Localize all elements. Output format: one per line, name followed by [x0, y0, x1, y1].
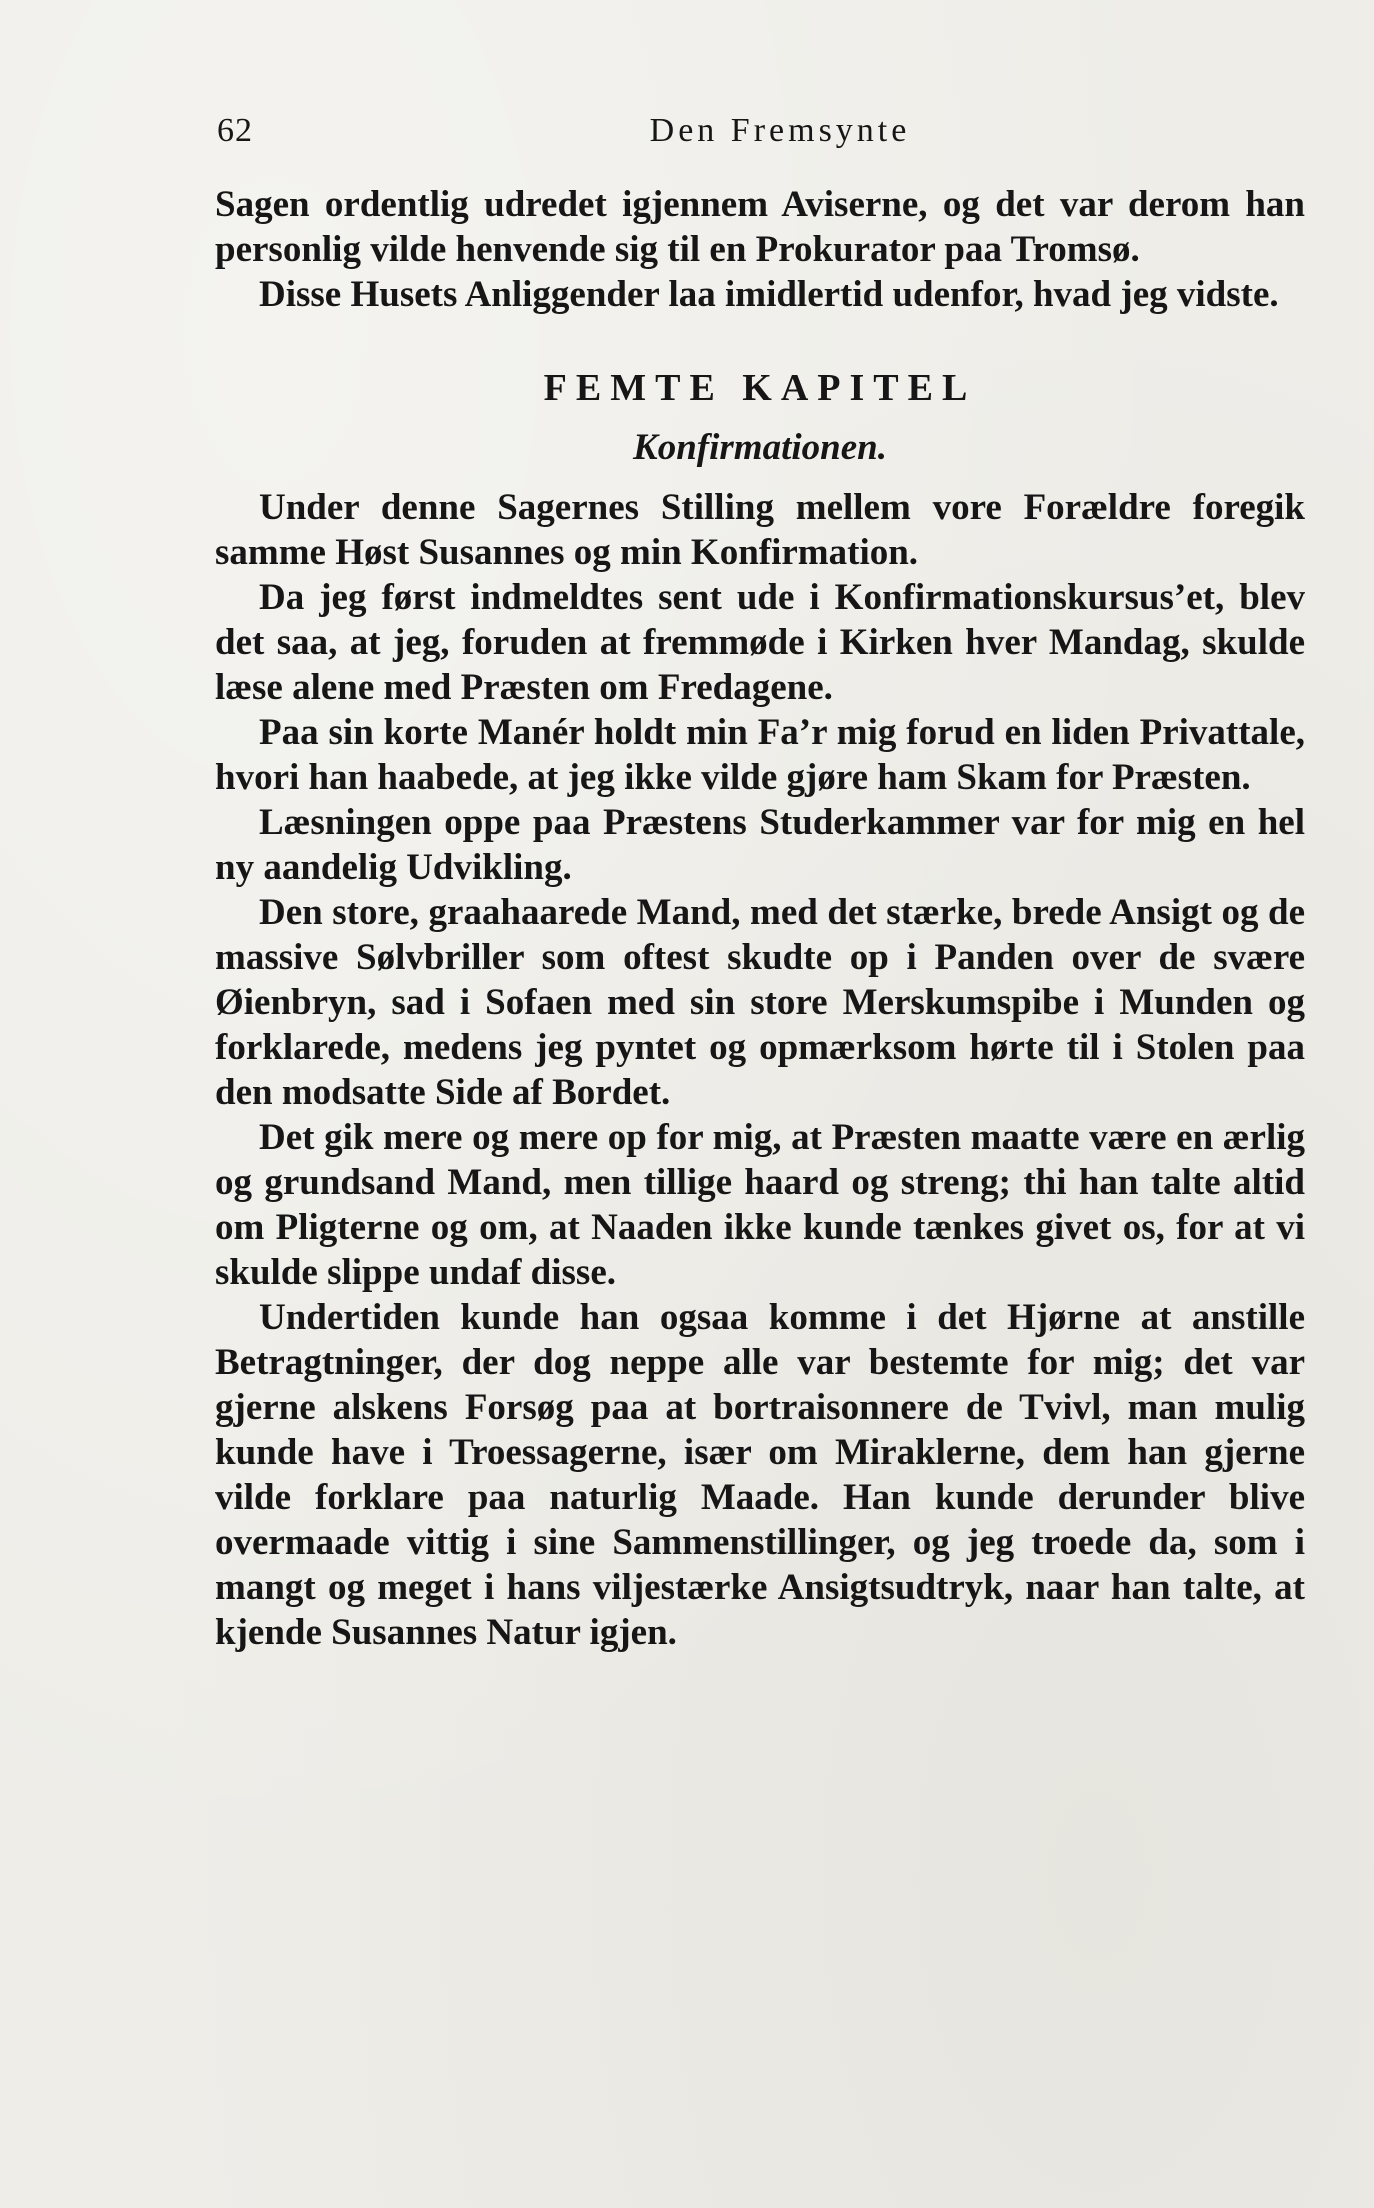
- paragraph-continued: Sagen ordentlig udredet igjennem Aviserne, og det var derom han personlig vilde henvende sig til en Prokurator paa Tromsø.: [215, 184, 1305, 270]
- page-number: 62: [217, 112, 253, 149]
- running-title: Den Fremsynte: [649, 112, 911, 149]
- paragraph: Læsningen oppe paa Præstens Studerkammer var for mig en hel ny aandelig Udvikling.: [215, 802, 1305, 888]
- paragraph: Undertiden kunde han ogsaa komme i det Hjørne at anstille Betragtninger, der dog neppe alle var bestemte for mig; det var gjerne alskens Forsøg paa at bortraisonnere de Tvivl, man mulig kunde have i Troessagerne, især om Miraklerne, dem han gjerne vilde forklare paa naturlig Maade. Han kunde derunder blive overmaade vittig i sine Sammenstillinger, og jeg troede da, som i mangt og meget i hans viljestærke Ansigtsudtryk, naar han talte, at kjende Susannes Natur igjen.: [215, 1297, 1305, 1653]
- paragraph: Det gik mere og mere op for mig, at Præsten maatte være en ærlig og grundsand Mand, men tillige haard og streng; thi han talte altid om Pligterne og om, at Naaden ikke kunde tænkes givet os, for at vi skulde slippe undaf disse.: [215, 1117, 1305, 1293]
- paragraph: Disse Husets Anliggender laa imidlertid udenfor, hvad jeg vidste.: [259, 274, 1279, 315]
- running-head: [215, 112, 1305, 162]
- paragraph: Da jeg først indmeldtes sent ude i Konfirmationskursus’et, blev det saa, at jeg, foruden at fremmøde i Kirken hver Mandag, skulde læse alene med Præsten om Fredagene.: [215, 577, 1305, 708]
- paragraph: Den store, graahaarede Mand, med det stærke, brede Ansigt og de massive Sølvbriller som oftest skudte op i Panden over de svære Øienbryn, sad i Sofaen med sin store Merskumspibe i Munden og forklarede, medens jeg pyntet og opmærksom hørte til i Stolen paa den modsatte Side af Bordet.: [215, 892, 1305, 1113]
- chapter-subtitle: Konfirmationen.: [633, 427, 887, 468]
- paragraph: Under denne Sagernes Stilling mellem vore Forældre foregik samme Høst Susannes og min Konfirmation.: [215, 487, 1305, 573]
- paragraph: Paa sin korte Manér holdt min Fa’r mig forud en liden Privattale, hvori han haabede, at jeg ikke vilde gjøre ham Skam for Præsten.: [215, 712, 1305, 798]
- text-block: [215, 182, 1305, 1655]
- chapter-title: FEMTE KAPITEL: [543, 367, 977, 409]
